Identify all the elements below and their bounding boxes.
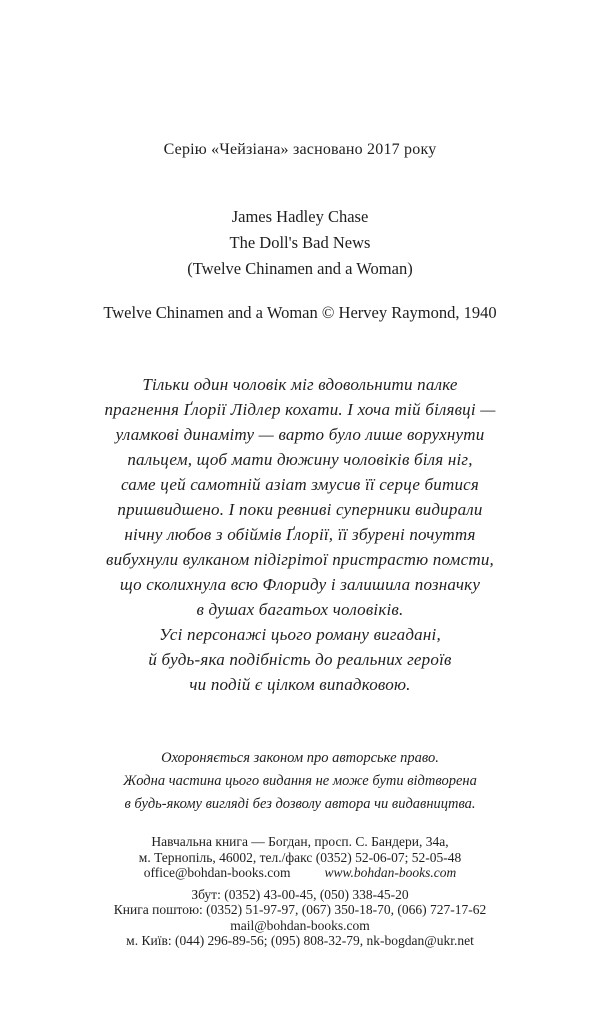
author-name: James Hadley Chase — [231, 207, 369, 226]
publisher-kyiv-line: м. Київ: (044) 296-89-56; (095) 808-32-79, nk-bogdan@ukr.net — [126, 933, 474, 948]
publisher-mail-email: mail@bohdan-books.com — [230, 917, 370, 933]
annotation-line: пальцем, щоб мати дюжину чоловіків біля ніг, — [127, 450, 473, 469]
fiction-disclaimer — [40, 622, 560, 697]
disclaimer-line: й будь-яка подібність до реальних героїв — [148, 650, 452, 669]
disclaimer-line: Усі персонажі цього роману вигадані, — [159, 625, 441, 644]
annotation-paragraph — [40, 372, 560, 622]
publisher-address-line: Навчальна книга — Богдан, просп. С. Бандери, 34а, — [151, 834, 449, 849]
publisher-block — [40, 834, 560, 949]
publisher-mail-order-line: Книга поштою: (0352) 51-97-97, (067) 350-18-70, (066) 727-17-62 — [113, 902, 487, 917]
publisher-address-line: м. Тернопіль, 46002, тел./факс (0352) 52-06-07; 52-05-48 — [138, 849, 462, 865]
annotation-line: що сколихнула всю Флориду і залишила позначку — [119, 575, 481, 594]
publisher-sales-line: Збут: (0352) 43-00-45, (050) 338-45-20 — [191, 886, 409, 902]
book-subtitle: (Twelve Chinamen and a Woman) — [187, 259, 413, 278]
publisher-website: www.bohdan-books.com — [324, 865, 457, 880]
annotation-line: вибухнули вулканом підігрітої пристрастю помсти, — [106, 550, 494, 569]
title-block — [40, 204, 560, 282]
annotation-line: прагнення Ґлорії Лідлер кохати. І хоча тій білявці — — [104, 400, 496, 419]
annotation-line: Тільки один чоловік міг вдовольнити палке — [142, 375, 458, 394]
series-note: Серію «Чейзіана» засновано 2017 року — [163, 141, 437, 158]
disclaimer-line: чи подій є цілком випадковою. — [189, 675, 411, 694]
book-title: The Doll's Bad News — [229, 233, 371, 252]
original-copyright-line: Twelve Chinamen and a Woman © Hervey Raymond, 1940 — [103, 303, 497, 322]
notice-line: Охороняється законом про авторське право. — [161, 750, 439, 766]
copyright-protection-notice — [40, 747, 560, 816]
notice-line: Жодна частина цього видання не може бути відтворена — [123, 773, 477, 789]
annotation-line: пришвидшено. І поки ревниві суперники видирали — [117, 500, 483, 519]
annotation-line: уламкові динаміту — варто було лише ворухнути — [115, 425, 485, 444]
annotation-line: нічну любов з обіймів Ґлорії, її збурені почуття — [124, 525, 476, 544]
publisher-email: office@bohdan-books.com — [143, 865, 291, 880]
annotation-line: саме цей самотній азіат змусив її серце битися — [120, 475, 480, 494]
notice-line: в будь-якому вигляді без дозволу автора чи видавництва. — [124, 796, 476, 812]
annotation-line: в душах багатьох чоловіків. — [196, 600, 404, 619]
publisher-contacts-line — [40, 865, 560, 881]
